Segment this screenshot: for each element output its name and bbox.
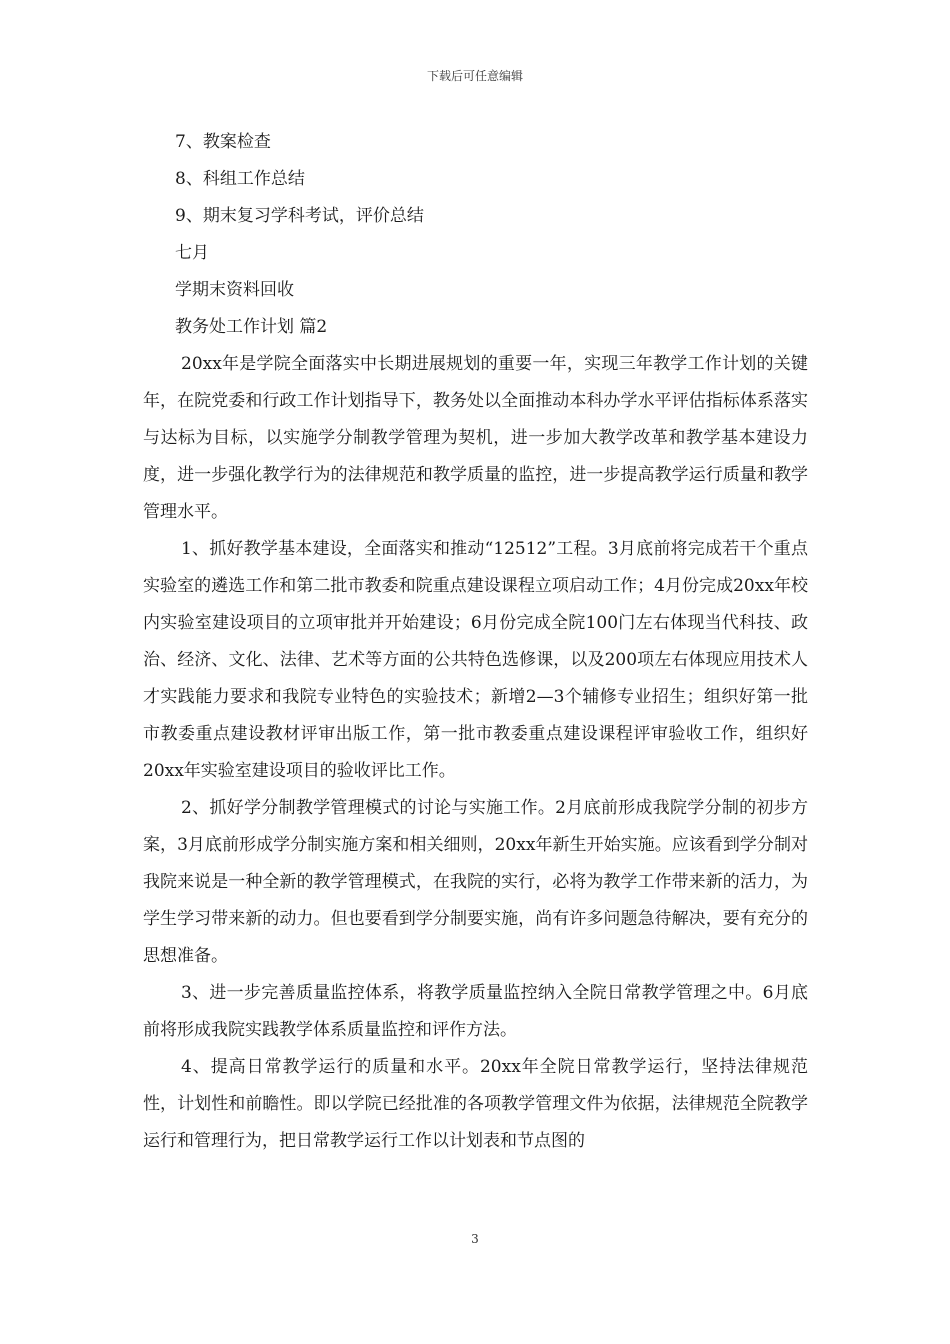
list-item-group-summary: 8、科组工作总结 bbox=[175, 169, 305, 189]
section-title-plan-2: 教务处工作计划 篇2 bbox=[175, 317, 328, 337]
paragraph-intro: 20xx年是学院全面落实中长期进展规划的重要一年，实现三年教学工作计划的关键年，在院党委和行政工作计划指导下，教务处以全面推动本科办学水平评估指标体系落实与达标为目标，以实施学分制教学管理为契机，进一步加大教学改革和教学基本建设力度，进一步强化教学行为的法律规范和教学质量的监控，进一步提高教学运行质量和教学管理水平。 bbox=[143, 354, 808, 522]
page-number: 3 bbox=[471, 1232, 479, 1246]
list-item-lesson-plan-check: 7、教案检查 bbox=[175, 132, 271, 152]
month-heading-july: 七月 bbox=[175, 243, 209, 263]
paragraph-item-3: 3、进一步完善质量监控体系，将教学质量监控纳入全院日常教学管理之中。6月底前将形成我院实践教学体系质量监控和评作方法。 bbox=[143, 983, 808, 1040]
paragraph-item-1: 1、抓好教学基本建设，全面落实和推动“12512”工程。3月底前将完成若干个重点实验室的遴选工作和第二批市教委和院重点建设课程立项启动工作；4月份完成20xx年校内实验室建设项目的立项审批并开始建设；6月份完成全院100门左右体现当代科技、政治、经济、文化、法律、艺术等方面的公共特色选修课，以及200项左右体现应用技术人才实践能力要求和我院专业特色的实验技术；新增2—3个辅修专业招生；组织好第一批市教委重点建设教材评审出版工作，第一批市教委重点建设课程评审验收工作，组织好20xx年实验室建设项目的验收评比工作。 bbox=[143, 539, 808, 781]
list-item-final-review: 9、期末复习学科考试，评价总结 bbox=[175, 206, 424, 226]
paragraph-item-4: 4、提高日常教学运行的质量和水平。20xx年全院日常教学运行，坚持法律规范性，计划性和前瞻性。即以学院已经批准的各项教学管理文件为依据，法律规范全院教学运行和管理行为，把日常教学运行工作以计划表和节点图的 bbox=[143, 1057, 808, 1151]
page-header: 下载后可任意编辑 bbox=[426, 69, 523, 83]
document-body bbox=[143, 124, 808, 1160]
list-item-material-collection: 学期末资料回收 bbox=[175, 280, 294, 300]
paragraph-item-2: 2、抓好学分制教学管理模式的讨论与实施工作。2月底前形成我院学分制的初步方案，3月底前形成学分制实施方案和相关细则，20xx年新生开始实施。应该看到学分制对我院来说是一种全新的教学管理模式，在我院的实行，必将为教学工作带来新的活力，为学生学习带来新的动力。但也要看到学分制要实施，尚有许多问题急待解决，要有充分的思想准备。 bbox=[143, 798, 808, 966]
